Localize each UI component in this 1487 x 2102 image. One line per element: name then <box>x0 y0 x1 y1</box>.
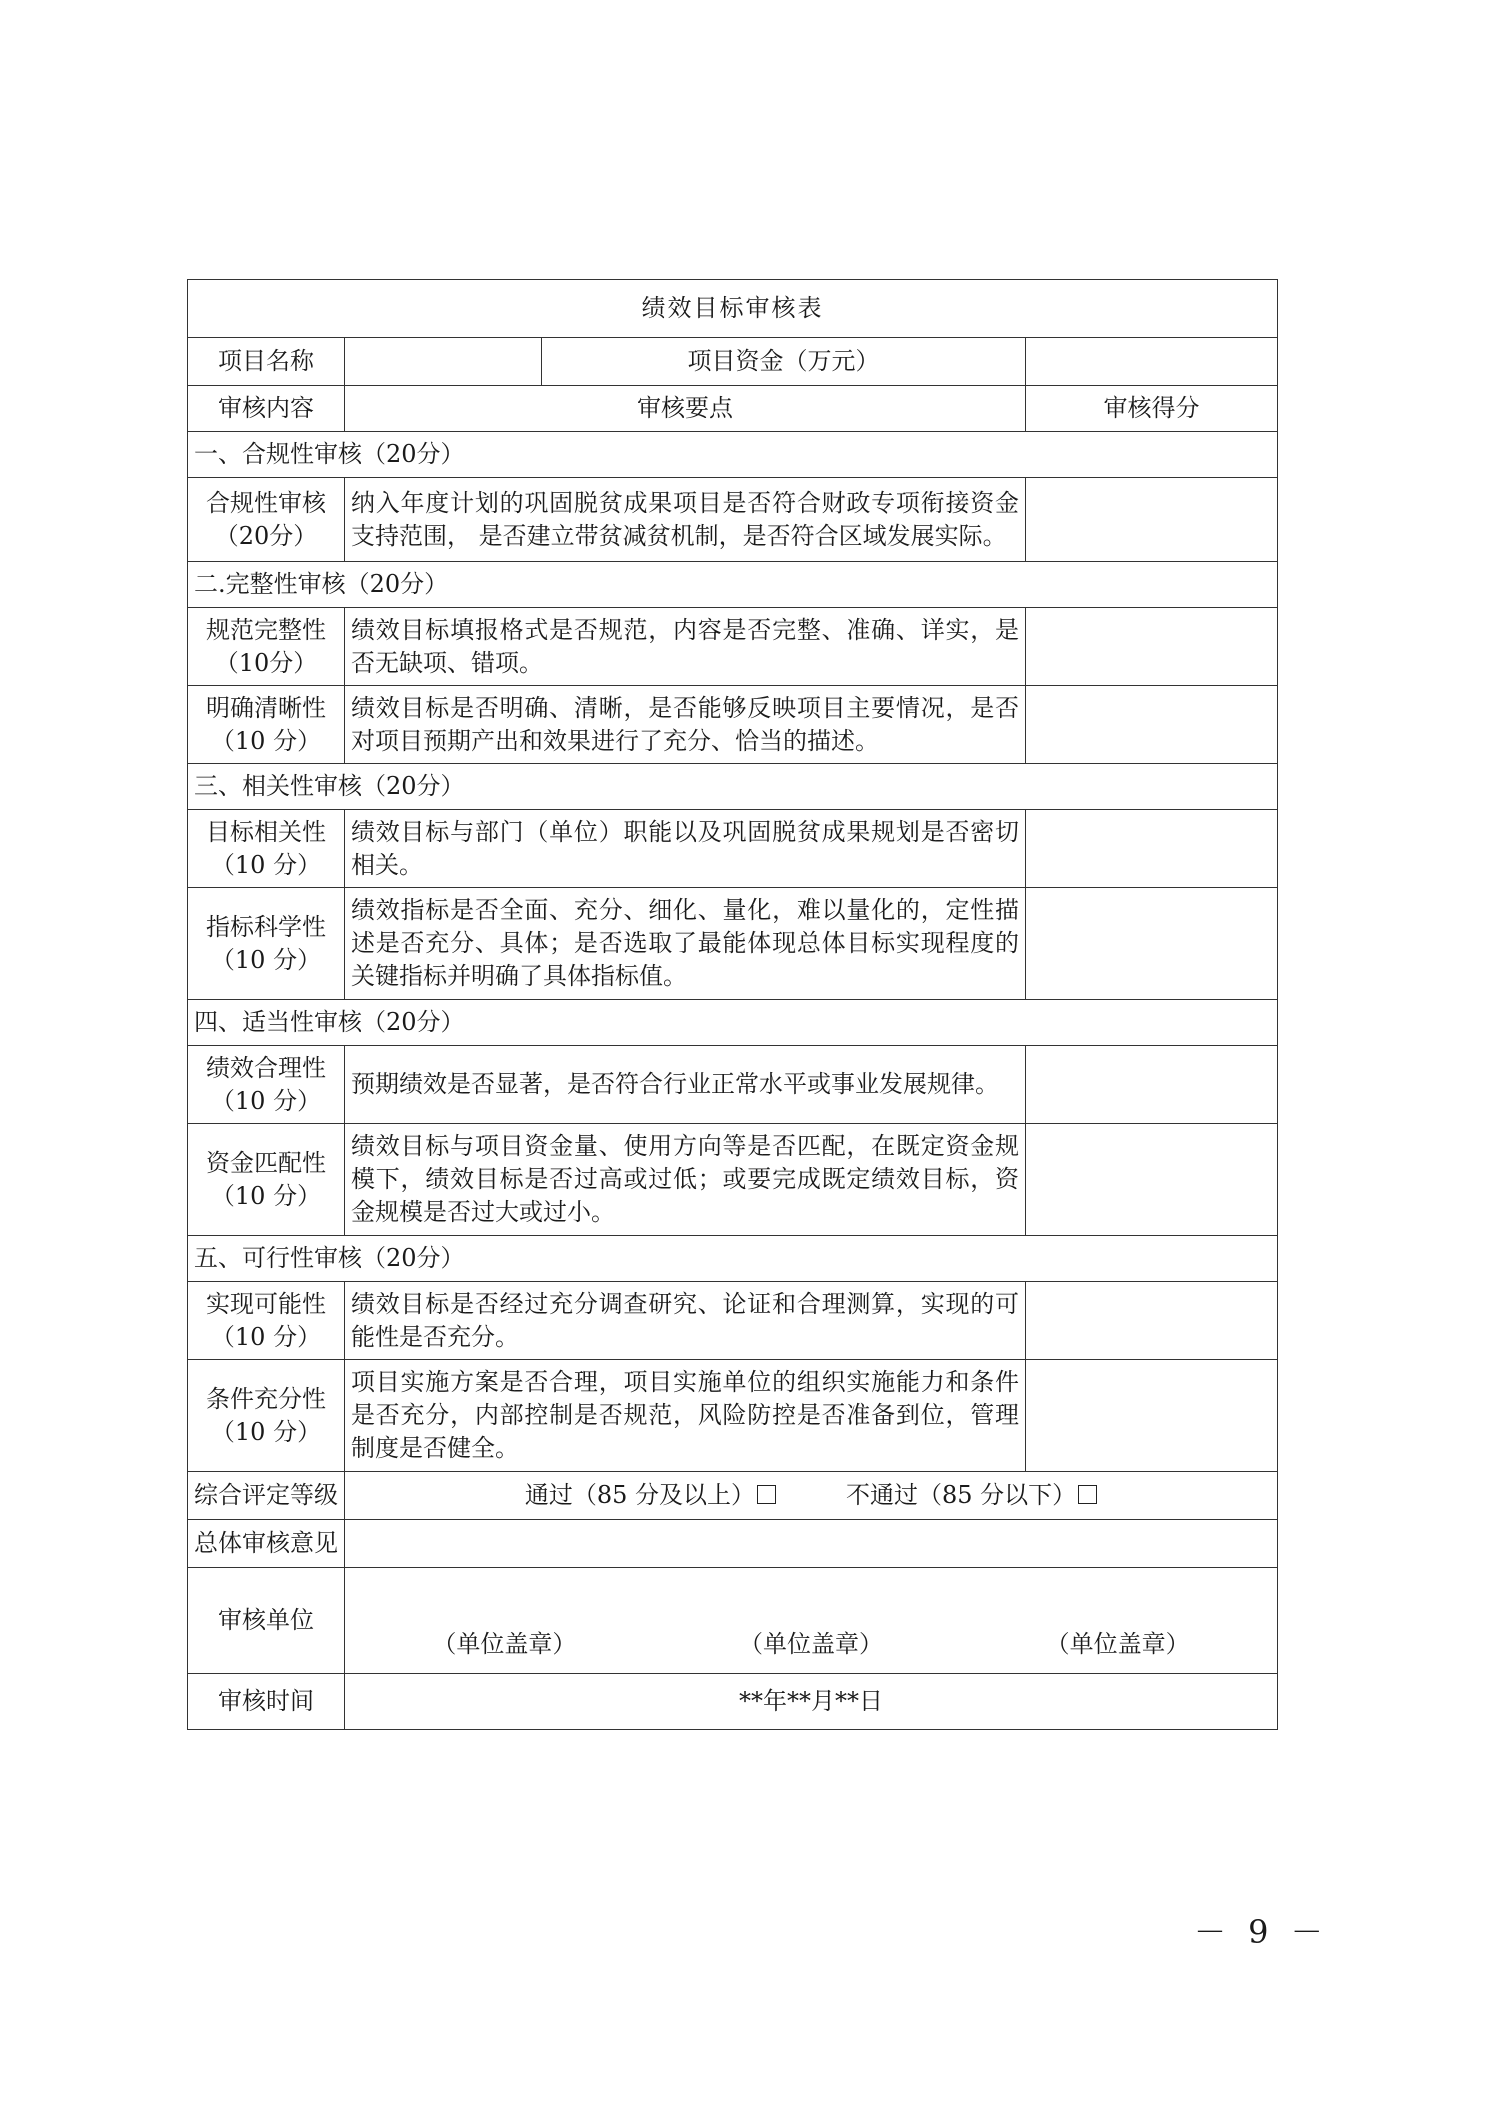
section-row <box>188 764 1278 810</box>
criteria-name: 合规性审核 <box>206 488 326 517</box>
project-fund-label: 项目资金（万元） <box>542 338 1026 386</box>
criteria-row <box>188 686 1278 764</box>
criteria-score: （10 分） <box>210 945 322 974</box>
project-name-label: 项目名称 <box>188 338 345 386</box>
section-title: 五、可行性审核（20分） <box>188 1236 1278 1282</box>
criteria-name-cell <box>188 1124 345 1236</box>
criteria-name: 资金匹配性 <box>206 1148 326 1177</box>
section-row <box>188 432 1278 478</box>
review-points-label: 审核要点 <box>345 386 1026 432</box>
criteria-name-cell <box>188 608 345 686</box>
unit-row <box>188 1568 1278 1674</box>
section-row <box>188 562 1278 608</box>
criteria-row <box>188 1360 1278 1472</box>
criteria-score-input[interactable] <box>1026 686 1278 764</box>
performance-review-table <box>187 279 1278 1730</box>
criteria-name: 明确清晰性 <box>206 693 326 722</box>
unit-stamp: （单位盖章） <box>1045 1630 1190 1658</box>
time-row <box>188 1674 1278 1730</box>
fail-option-label: 不通过（85 分以下） <box>846 1481 1077 1509</box>
criteria-name-cell <box>188 888 345 1000</box>
criteria-description: 绩效目标与项目资金量、使用方向等是否匹配，在既定资金规模下，绩效目标是否过高或过低；或要完成既定绩效目标，资金规模是否过大或过小。 <box>345 1124 1026 1236</box>
criteria-score-input[interactable] <box>1026 810 1278 888</box>
stamps-container <box>351 1580 1271 1661</box>
criteria-row <box>188 478 1278 562</box>
criteria-description: 绩效目标与部门（单位）职能以及巩固脱贫成果规划是否密切相关。 <box>345 810 1026 888</box>
criteria-score-input[interactable] <box>1026 1046 1278 1124</box>
opinion-input[interactable] <box>345 1520 1278 1568</box>
review-content-label: 审核内容 <box>188 386 345 432</box>
unit-stamp: （单位盖章） <box>738 1630 883 1658</box>
criteria-row <box>188 1124 1278 1236</box>
criteria-description: 绩效目标是否经过充分调查研究、论证和合理测算，实现的可能性是否充分。 <box>345 1282 1026 1360</box>
criteria-score: （10 分） <box>210 850 322 879</box>
pass-checkbox[interactable] <box>757 1485 776 1504</box>
project-name-value[interactable] <box>345 338 542 386</box>
section-title: 二.完整性审核（20分） <box>188 562 1278 608</box>
time-value: **年**月**日 <box>345 1674 1278 1730</box>
section-row <box>188 1236 1278 1282</box>
criteria-score-input[interactable] <box>1026 1282 1278 1360</box>
criteria-name-cell <box>188 1282 345 1360</box>
page-number: － 9 － <box>1194 1913 1329 1951</box>
criteria-description: 绩效目标填报格式是否规范，内容是否完整、准确、详实，是否无缺项、错项。 <box>345 608 1026 686</box>
criteria-row <box>188 1282 1278 1360</box>
criteria-score: （10 分） <box>210 1322 322 1351</box>
review-score-label: 审核得分 <box>1026 386 1278 432</box>
criteria-description: 项目实施方案是否合理，项目实施单位的组织实施能力和条件是否充分，内部控制是否规范，风险防控是否准备到位，管理制度是否健全。 <box>345 1360 1026 1472</box>
criteria-score: （10 分） <box>210 1417 322 1446</box>
criteria-name-cell <box>188 1360 345 1472</box>
rating-options <box>345 1472 1278 1520</box>
criteria-name: 目标相关性 <box>206 817 326 846</box>
criteria-score: （10 分） <box>210 726 322 755</box>
criteria-name-cell <box>188 478 345 562</box>
criteria-name: 绩效合理性 <box>206 1053 326 1082</box>
criteria-score: （10 分） <box>210 1086 322 1115</box>
criteria-score: （20分） <box>214 521 318 550</box>
criteria-name: 实现可能性 <box>206 1289 326 1318</box>
criteria-name-cell <box>188 686 345 764</box>
criteria-row <box>188 1046 1278 1124</box>
project-fund-value[interactable] <box>1026 338 1278 386</box>
opinion-label: 总体审核意见 <box>188 1520 345 1568</box>
unit-stamps-cell <box>345 1568 1278 1674</box>
fail-checkbox[interactable] <box>1078 1485 1097 1504</box>
criteria-name-cell <box>188 1046 345 1124</box>
criteria-score-input[interactable] <box>1026 608 1278 686</box>
section-title: 四、适当性审核（20分） <box>188 1000 1278 1046</box>
criteria-score: （10 分） <box>210 1181 322 1210</box>
unit-stamp: （单位盖章） <box>432 1630 577 1658</box>
section-title: 三、相关性审核（20分） <box>188 764 1278 810</box>
criteria-row <box>188 810 1278 888</box>
opinion-row <box>188 1520 1278 1568</box>
section-row <box>188 1000 1278 1046</box>
time-label: 审核时间 <box>188 1674 345 1730</box>
criteria-row <box>188 608 1278 686</box>
criteria-name: 条件充分性 <box>206 1384 326 1413</box>
unit-label: 审核单位 <box>188 1568 345 1674</box>
criteria-score-input[interactable] <box>1026 1124 1278 1236</box>
criteria-name: 指标科学性 <box>206 912 326 941</box>
criteria-name: 规范完整性 <box>206 615 326 644</box>
rating-label: 综合评定等级 <box>188 1472 345 1520</box>
criteria-description: 绩效目标是否明确、清晰，是否能够反映项目主要情况，是否对项目预期产出和效果进行了充分、恰当的描述。 <box>345 686 1026 764</box>
rating-row <box>188 1472 1278 1520</box>
criteria-description: 预期绩效是否显著，是否符合行业正常水平或事业发展规律。 <box>345 1046 1026 1124</box>
criteria-score-input[interactable] <box>1026 888 1278 1000</box>
criteria-name-cell <box>188 810 345 888</box>
criteria-description: 纳入年度计划的巩固脱贫成果项目是否符合财政专项衔接资金支持范围， 是否建立带贫减贫机制，是否符合区域发展实际。 <box>345 478 1026 562</box>
criteria-row <box>188 888 1278 1000</box>
criteria-score-input[interactable] <box>1026 478 1278 562</box>
criteria-score-input[interactable] <box>1026 1360 1278 1472</box>
criteria-score: （10分） <box>214 648 318 677</box>
form-title: 绩效目标审核表 <box>188 280 1278 338</box>
pass-option-label: 通过（85 分及以上） <box>524 1481 755 1509</box>
section-title: 一、合规性审核（20分） <box>188 432 1278 478</box>
criteria-description: 绩效指标是否全面、充分、细化、量化，难以量化的，定性描述是否充分、具体；是否选取了最能体现总体目标实现程度的关键指标并明确了具体指标值。 <box>345 888 1026 1000</box>
